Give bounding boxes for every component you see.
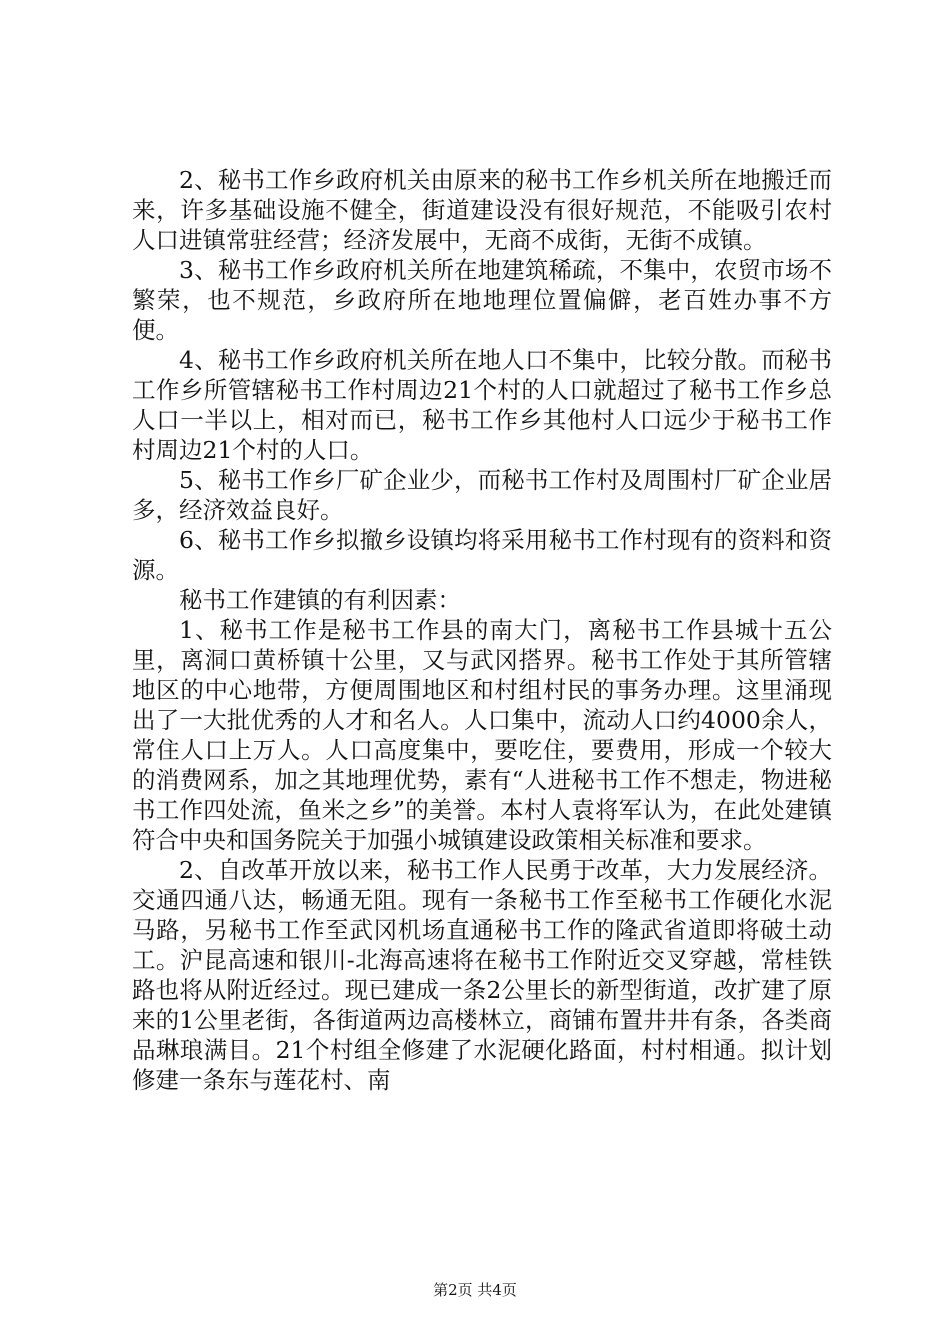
section-heading: 秘书工作建镇的有利因素： xyxy=(179,586,461,614)
paragraph: 6、秘书工作乡拟撤乡设镇均将采用秘书工作村现有的资料和资源。 xyxy=(132,526,832,584)
paragraph: 2、秘书工作乡政府机关由原来的秘书工作乡机关所在地搬迁而来，许多基础设施不健全，街道建设没有很好规范，不能吸引农村人口进镇常驻经营；经济发展中，无商不成街，无街不成镇。 xyxy=(132,166,832,254)
page-footer: 第2页 共4页 xyxy=(433,1281,517,1299)
paragraph: 4、秘书工作乡政府机关所在地人口不集中，比较分散。而秘书工作乡所管辖秘书工作村周边21个村的人口就超过了秘书工作乡总人口一半以上，相对而已，秘书工作乡其他村人口远少于秘书工作村周边21个村的人口。 xyxy=(132,346,832,464)
paragraph: 1、秘书工作是秘书工作县的南大门，离秘书工作县城十五公里，离洞口黄桥镇十公里，又与武冈搭界。秘书工作处于其所管辖地区的中心地带，方便周围地区和村组村民的事务办理。这里涌现出了一大批优秀的人才和名人。人口集中，流动人口约4000余人，常住人口上万人。人口高度集中，要吃住，要费用，形成一个较大的消费网系，加之其地理优势，素有“人进秘书工作不想走，物进秘书工作四处流，鱼米之乡”的美誉。本村人袁将军认为，在此处建镇符合中央和国务院关于加强小城镇建设政策相关标准和要求。 xyxy=(132,616,832,854)
document-body xyxy=(132,165,832,1095)
paragraph: 3、秘书工作乡政府机关所在地建筑稀疏，不集中，农贸市场不繁荣，也不规范，乡政府所在地地理位置偏僻，老百姓办事不方便。 xyxy=(132,256,832,344)
paragraph: 2、自改革开放以来，秘书工作人民勇于改革，大力发展经济。交通四通八达，畅通无阻。现有一条秘书工作至秘书工作硬化水泥马路，另秘书工作至武冈机场直通秘书工作的隆武省道即将破土动工。沪昆高速和银川-北海高速将在秘书工作附近交叉穿越，常桂铁路也将从附近经过。现已建成一条2公里长的新型街道，改扩建了原来的1公里老街，各街道两边高楼林立，商铺布置井井有条，各类商品琳琅满目。21个村组全修建了水泥硬化路面，村村相通。拟计划修建一条东与莲花村、南 xyxy=(132,856,832,1094)
paragraph: 5、秘书工作乡厂矿企业少，而秘书工作村及周围村厂矿企业居多，经济效益良好。 xyxy=(132,466,832,524)
